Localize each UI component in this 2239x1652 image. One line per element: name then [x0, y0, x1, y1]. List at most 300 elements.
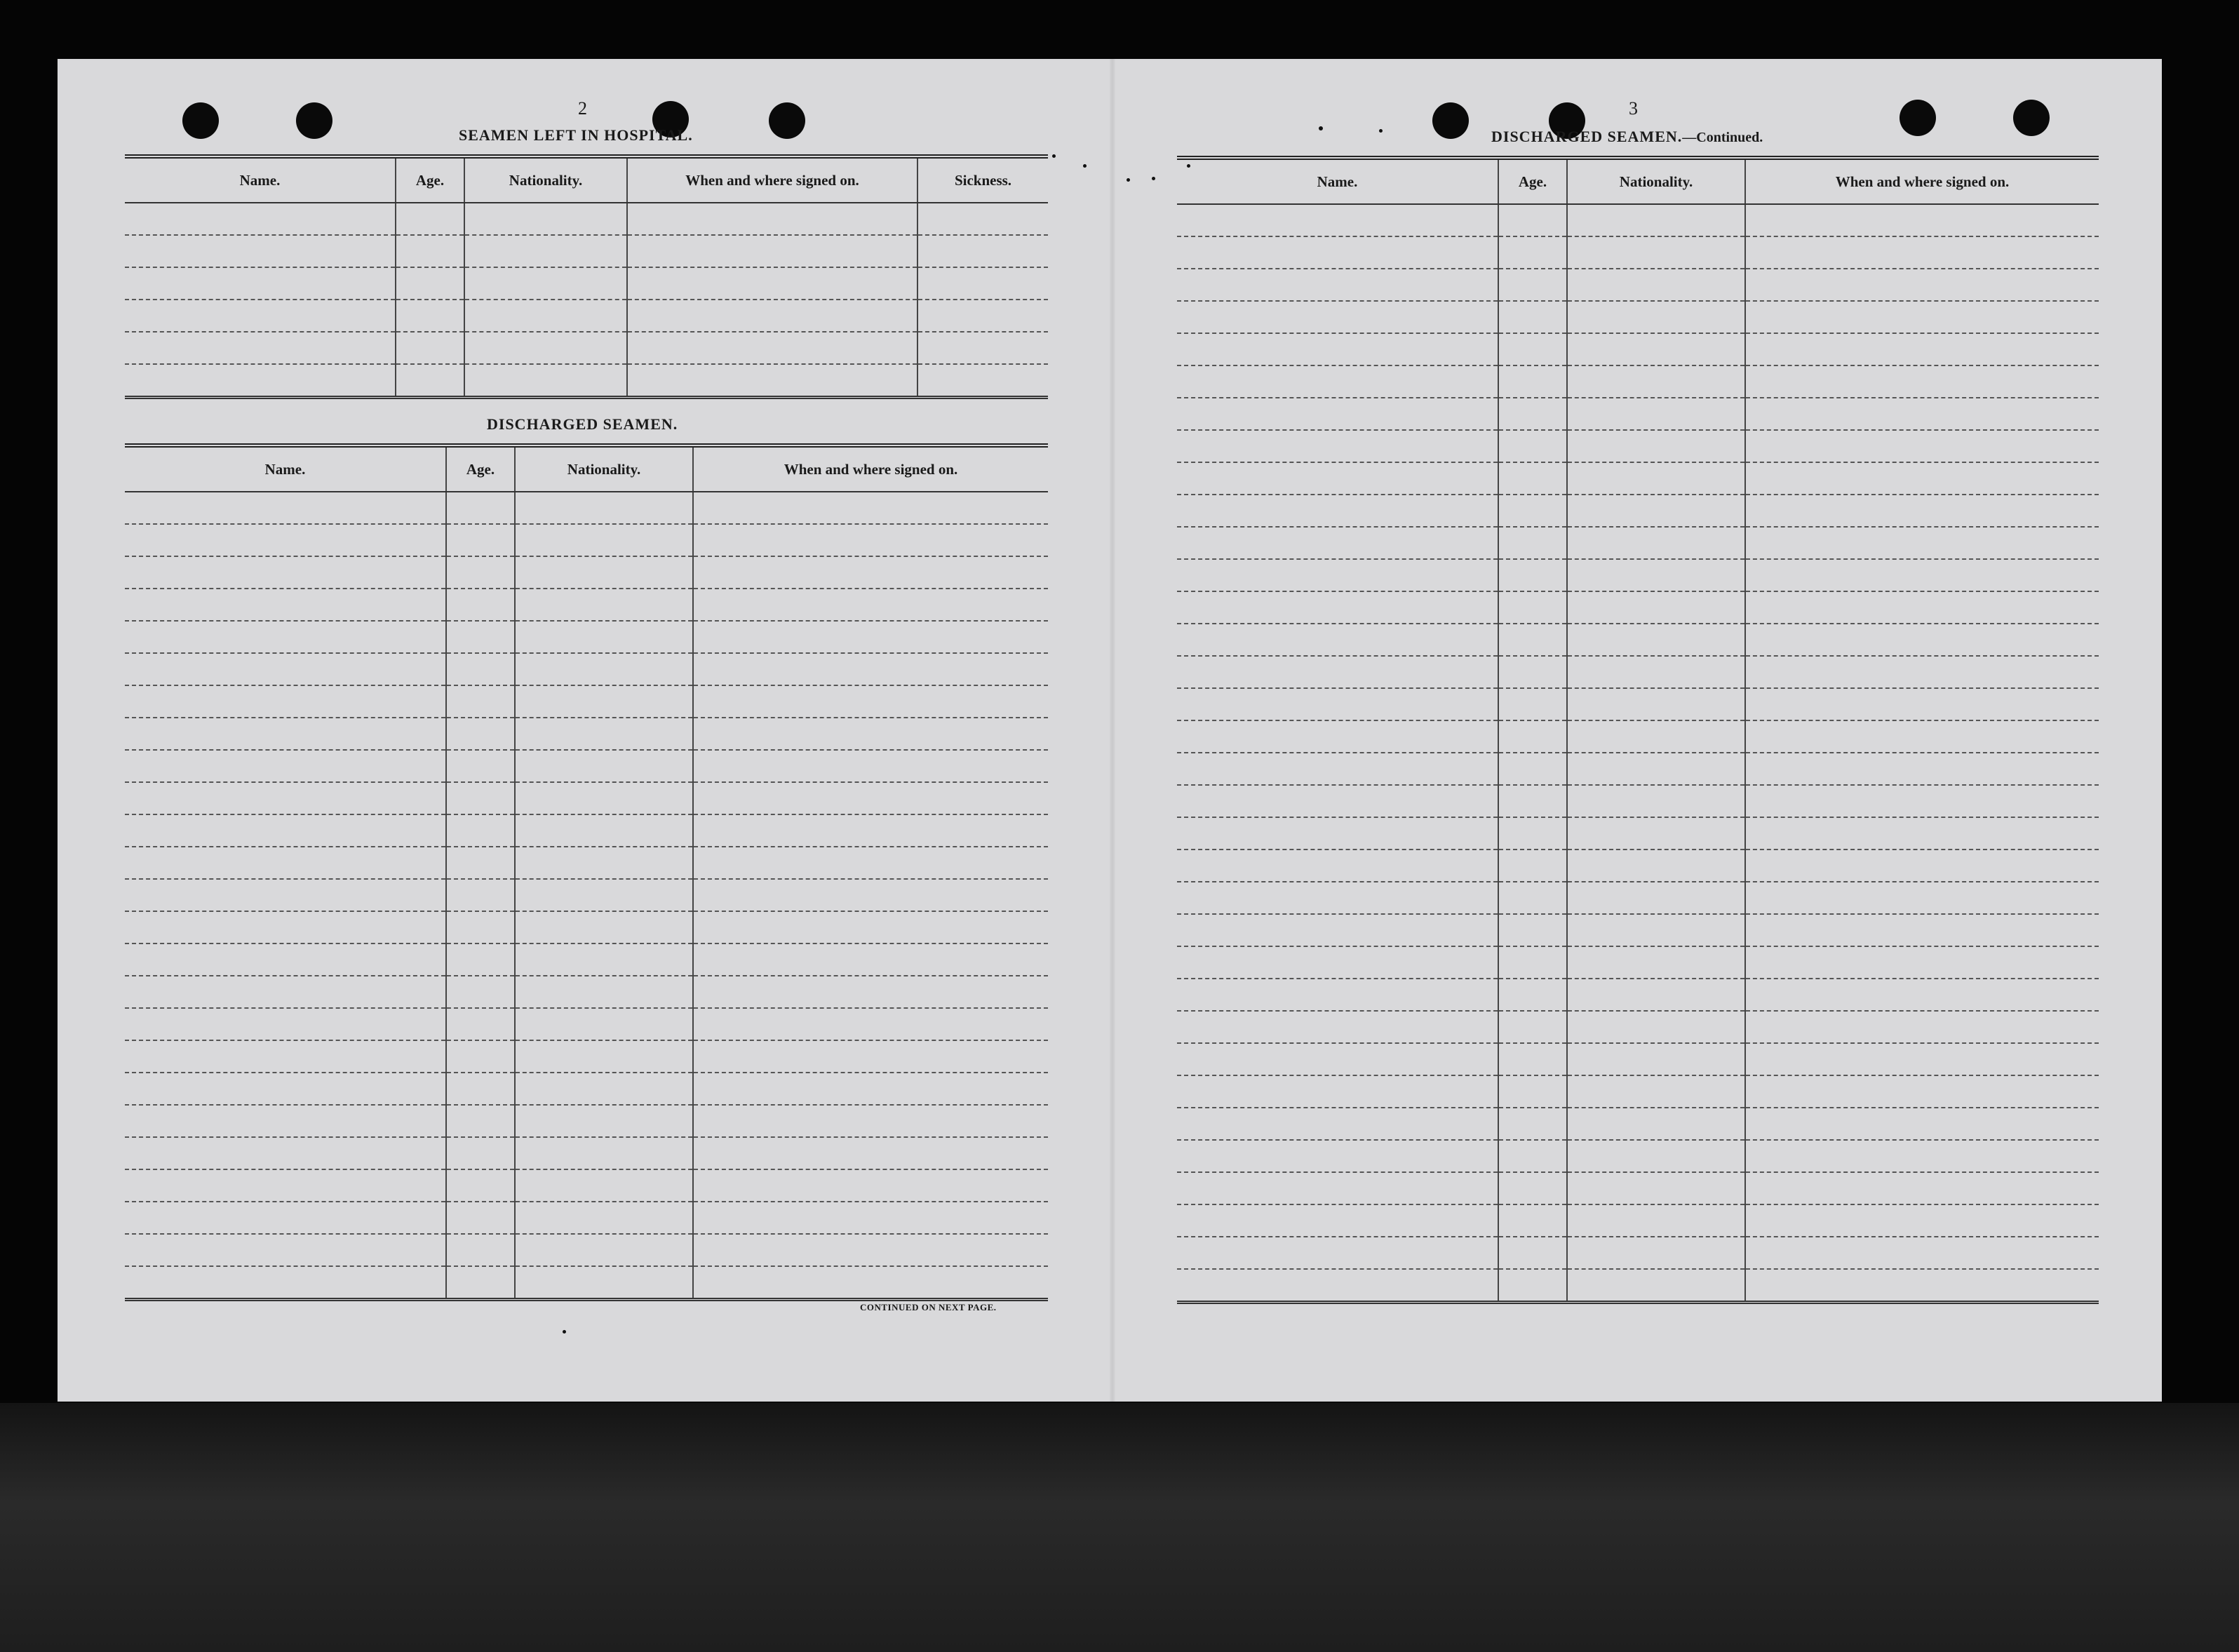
column-header-name: Name. [125, 445, 446, 492]
ledger-cell [1567, 1172, 1745, 1204]
ledger-cell [1498, 398, 1567, 430]
ledger-cell [1567, 882, 1745, 914]
ledger-row [125, 1137, 1048, 1169]
discharged-section-title: DISCHARGED SEAMEN. [487, 415, 678, 433]
ledger-row [125, 621, 1048, 653]
ledger-cell [693, 685, 1048, 718]
ledger-cell [446, 750, 515, 782]
ledger-row [1177, 914, 2099, 946]
ledger-cell [1745, 720, 2099, 753]
ledger-cell [1498, 785, 1567, 817]
ledger-row [125, 1169, 1048, 1202]
ledger-row [125, 1202, 1048, 1234]
ledger-cell [446, 1040, 515, 1073]
ledger-cell [464, 300, 627, 332]
ledger-cell [1745, 624, 2099, 656]
ledger-cell [1745, 1204, 2099, 1237]
ledger-row [1177, 656, 2099, 688]
ledger-cell [1177, 817, 1498, 849]
ledger-cell [693, 879, 1048, 911]
ledger-cell [1745, 495, 2099, 527]
ledger-cell [515, 879, 693, 911]
ledger-cell [1745, 236, 2099, 269]
ledger-cell [1567, 946, 1745, 979]
ledger-cell [125, 911, 446, 943]
ledger-cell [125, 879, 446, 911]
ledger-row [125, 943, 1048, 976]
ledger-cell [1177, 1011, 1498, 1043]
ledger-cell [446, 621, 515, 653]
ledger-cell [1498, 688, 1567, 720]
ledger-cell [1177, 591, 1498, 624]
ledger-cell [125, 1234, 446, 1266]
ledger-cell [1177, 656, 1498, 688]
ledger-cell [125, 1073, 446, 1105]
ledger-row [1177, 1269, 2099, 1303]
ledger-cell [627, 203, 917, 235]
ledger-cell [1498, 946, 1567, 979]
ledger-cell [1745, 462, 2099, 495]
ledger-row [125, 976, 1048, 1008]
ledger-cell [1498, 333, 1567, 365]
ledger-cell [464, 332, 627, 364]
ledger-cell [125, 300, 396, 332]
ledger-cell [1745, 914, 2099, 946]
ledger-cell [1177, 333, 1498, 365]
continued-suffix: —Continued. [1682, 130, 1763, 145]
page-number-left: 2 [578, 98, 587, 119]
ledger-cell [1745, 753, 2099, 785]
dust-speck [1127, 178, 1130, 182]
column-header-nationality: Nationality. [515, 445, 693, 492]
ledger-row [125, 879, 1048, 911]
ledger-cell [515, 943, 693, 976]
ledger-cell [1567, 849, 1745, 882]
column-header-signed-on: When and where signed on. [1745, 158, 2099, 204]
ledger-cell [1498, 1140, 1567, 1172]
ledger-cell [1567, 495, 1745, 527]
ledger-cell [917, 203, 1048, 235]
continued-note: CONTINUED ON NEXT PAGE. [860, 1302, 997, 1312]
ledger-cell [693, 943, 1048, 976]
ledger-cell [1567, 204, 1745, 236]
ledger-cell [125, 556, 446, 589]
ledger-cell [693, 621, 1048, 653]
ledger-row [125, 718, 1048, 750]
ledger-row [1177, 301, 2099, 333]
ledger-cell [1567, 333, 1745, 365]
ledger-row [1177, 430, 2099, 462]
ledger-cell [446, 847, 515, 879]
scanner-bed [0, 1403, 2239, 1652]
ledger-cell [125, 267, 396, 300]
ledger-cell [446, 976, 515, 1008]
ledger-cell [1177, 1172, 1498, 1204]
ledger-cell [515, 492, 693, 524]
ledger-row [125, 653, 1048, 685]
ledger-cell [515, 1008, 693, 1040]
ledger-cell [515, 782, 693, 814]
ledger-cell [1745, 398, 2099, 430]
ledger-row [1177, 1140, 2099, 1172]
punch-hole [2013, 100, 2050, 136]
discharged-table [125, 443, 1048, 1301]
ledger-cell [1567, 753, 1745, 785]
ledger-cell [125, 235, 396, 267]
ledger-cell [1567, 1011, 1745, 1043]
ledger-cell [1177, 1237, 1498, 1269]
ledger-cell [1745, 1269, 2099, 1303]
ledger-row [125, 1266, 1048, 1300]
ledger-row [1177, 1237, 2099, 1269]
ledger-cell [693, 976, 1048, 1008]
ledger-cell [396, 203, 464, 235]
ledger-row [125, 589, 1048, 621]
ledger-cell [1567, 1204, 1745, 1237]
ledger-cell [693, 1202, 1048, 1234]
ledger-cell [693, 1008, 1048, 1040]
ledger-row [1177, 882, 2099, 914]
ledger-cell [1498, 624, 1567, 656]
ledger-cell [125, 685, 446, 718]
ledger-cell [396, 364, 464, 398]
ledger-cell [446, 1137, 515, 1169]
ledger-cell [1745, 1172, 2099, 1204]
column-header-nationality: Nationality. [464, 156, 627, 203]
ledger-cell [1498, 527, 1567, 559]
continued-title-text: DISCHARGED SEAMEN. [1491, 128, 1683, 145]
ledger-cell [125, 1008, 446, 1040]
ledger-cell [693, 1073, 1048, 1105]
ledger-cell [1567, 656, 1745, 688]
ledger-cell [464, 364, 627, 398]
ledger-cell [125, 750, 446, 782]
ledger-row [125, 1073, 1048, 1105]
ledger-cell [446, 782, 515, 814]
ledger-cell [917, 364, 1048, 398]
ledger-cell [125, 364, 396, 398]
punch-hole [296, 102, 332, 139]
ledger-row [1177, 1172, 2099, 1204]
ledger-row [125, 911, 1048, 943]
ledger-cell [446, 685, 515, 718]
ledger-cell [1745, 559, 2099, 591]
ledger-row [1177, 1011, 2099, 1043]
ledger-cell [917, 332, 1048, 364]
ledger-row [1177, 559, 2099, 591]
dust-speck [1319, 126, 1323, 130]
ledger-cell [693, 589, 1048, 621]
ledger-row [125, 524, 1048, 556]
ledger-cell [515, 653, 693, 685]
ledger-cell [1745, 1011, 2099, 1043]
ledger-cell [125, 332, 396, 364]
ledger-cell [1567, 914, 1745, 946]
ledger-cell [1567, 688, 1745, 720]
ledger-row [125, 782, 1048, 814]
ledger-cell [1498, 495, 1567, 527]
ledger-cell [1567, 398, 1745, 430]
ledger-cell [1498, 1043, 1567, 1075]
ledger-cell [1177, 269, 1498, 301]
ledger-row [125, 332, 1048, 364]
ledger-cell [1177, 946, 1498, 979]
ledger-spread [58, 59, 2162, 1402]
ledger-cell [125, 718, 446, 750]
ledger-cell [1567, 785, 1745, 817]
ledger-cell [1745, 1108, 2099, 1140]
punch-hole [1432, 102, 1469, 139]
ledger-cell [693, 1169, 1048, 1202]
ledger-row [125, 1234, 1048, 1266]
ledger-cell [515, 911, 693, 943]
ledger-cell [1745, 1043, 2099, 1075]
ledger-row [125, 814, 1048, 847]
ledger-cell [1498, 1075, 1567, 1108]
ledger-cell [1498, 269, 1567, 301]
ledger-cell [693, 1266, 1048, 1300]
ledger-cell [515, 1137, 693, 1169]
ledger-row [1177, 849, 2099, 882]
ledger-cell [515, 1202, 693, 1234]
ledger-cell [1567, 1043, 1745, 1075]
ledger-row [1177, 1043, 2099, 1075]
ledger-cell [1177, 1108, 1498, 1140]
column-header-age: Age. [1498, 158, 1567, 204]
ledger-row [1177, 720, 2099, 753]
ledger-cell [1745, 979, 2099, 1011]
dust-speck [1052, 154, 1056, 158]
ledger-row [125, 364, 1048, 398]
column-header-signed-on: When and where signed on. [693, 445, 1048, 492]
ledger-cell [1745, 591, 2099, 624]
ledger-cell [1177, 204, 1498, 236]
ledger-cell [1177, 236, 1498, 269]
ledger-cell [515, 556, 693, 589]
ledger-cell [1567, 236, 1745, 269]
ledger-row [125, 750, 1048, 782]
ledger-cell [446, 653, 515, 685]
ledger-cell [464, 235, 627, 267]
ledger-cell [627, 300, 917, 332]
ledger-cell [693, 782, 1048, 814]
ledger-cell [1177, 1043, 1498, 1075]
ledger-cell [1498, 1172, 1567, 1204]
ledger-cell [693, 1137, 1048, 1169]
ledger-cell [1567, 624, 1745, 656]
ledger-cell [1498, 559, 1567, 591]
ledger-cell [917, 300, 1048, 332]
ledger-row [125, 1105, 1048, 1137]
ledger-row [1177, 236, 2099, 269]
ledger-cell [1177, 753, 1498, 785]
ledger-cell [515, 1073, 693, 1105]
ledger-cell [627, 235, 917, 267]
ledger-row [1177, 624, 2099, 656]
ledger-row [1177, 979, 2099, 1011]
ledger-cell [693, 847, 1048, 879]
ledger-cell [446, 718, 515, 750]
ledger-cell [125, 1105, 446, 1137]
ledger-cell [693, 911, 1048, 943]
ledger-cell [1498, 720, 1567, 753]
ledger-cell [693, 524, 1048, 556]
ledger-row [1177, 688, 2099, 720]
ledger-cell [1498, 1269, 1567, 1303]
ledger-cell [446, 556, 515, 589]
ledger-cell [125, 1169, 446, 1202]
column-header-nationality: Nationality. [1567, 158, 1745, 204]
ledger-cell [125, 1040, 446, 1073]
punch-hole [769, 102, 805, 139]
ledger-cell [1567, 301, 1745, 333]
ledger-cell [515, 524, 693, 556]
ledger-cell [1498, 882, 1567, 914]
ledger-cell [1567, 720, 1745, 753]
ledger-cell [1498, 462, 1567, 495]
ledger-cell [125, 976, 446, 1008]
ledger-cell [1567, 430, 1745, 462]
ledger-cell [125, 814, 446, 847]
dust-speck [1083, 164, 1087, 168]
ledger-cell [1177, 1269, 1498, 1303]
ledger-cell [1177, 914, 1498, 946]
ledger-row [125, 235, 1048, 267]
ledger-row [1177, 527, 2099, 559]
ledger-cell [693, 1040, 1048, 1073]
ledger-row [1177, 785, 2099, 817]
ledger-cell [1177, 365, 1498, 398]
ledger-cell [693, 556, 1048, 589]
ledger-cell [1567, 1237, 1745, 1269]
ledger-cell [1498, 753, 1567, 785]
ledger-cell [446, 1073, 515, 1105]
ledger-cell [693, 750, 1048, 782]
ledger-cell [1177, 1204, 1498, 1237]
ledger-cell [1745, 333, 2099, 365]
ledger-cell [693, 1234, 1048, 1266]
ledger-cell [446, 589, 515, 621]
ledger-cell [1745, 849, 2099, 882]
ledger-cell [125, 524, 446, 556]
ledger-row [1177, 817, 2099, 849]
ledger-cell [1498, 204, 1567, 236]
ledger-cell [515, 847, 693, 879]
ledger-row [1177, 398, 2099, 430]
dust-speck [563, 1330, 566, 1334]
ledger-cell [446, 492, 515, 524]
ledger-cell [125, 492, 446, 524]
ledger-cell [515, 589, 693, 621]
ledger-cell [125, 589, 446, 621]
ledger-cell [125, 653, 446, 685]
ledger-cell [125, 1266, 446, 1300]
ledger-cell [125, 621, 446, 653]
punch-hole [1900, 100, 1936, 136]
ledger-cell [1177, 785, 1498, 817]
ledger-cell [1177, 559, 1498, 591]
ledger-cell [1567, 1108, 1745, 1140]
ledger-cell [627, 364, 917, 398]
ledger-cell [1745, 365, 2099, 398]
column-header-sickness: Sickness. [917, 156, 1048, 203]
punch-hole [182, 102, 219, 139]
ledger-cell [693, 653, 1048, 685]
ledger-row [125, 1040, 1048, 1073]
ledger-cell [125, 943, 446, 976]
ledger-cell [446, 1234, 515, 1266]
hospital-table [125, 154, 1048, 399]
ledger-cell [1498, 365, 1567, 398]
ledger-cell [1567, 462, 1745, 495]
ledger-cell [1498, 1108, 1567, 1140]
ledger-row [1177, 269, 2099, 301]
ledger-cell [125, 782, 446, 814]
ledger-cell [1567, 527, 1745, 559]
ledger-cell [446, 524, 515, 556]
ledger-row [125, 300, 1048, 332]
column-header-age: Age. [446, 445, 515, 492]
ledger-cell [1498, 1011, 1567, 1043]
ledger-row [1177, 495, 2099, 527]
ledger-cell [1745, 817, 2099, 849]
ledger-cell [515, 685, 693, 718]
ledger-cell [1745, 785, 2099, 817]
continued-section-title [1491, 128, 1763, 146]
ledger-cell [1745, 204, 2099, 236]
ledger-cell [464, 267, 627, 300]
column-header-name: Name. [125, 156, 396, 203]
ledger-row [125, 685, 1048, 718]
ledger-cell [446, 1202, 515, 1234]
ledger-cell [515, 976, 693, 1008]
ledger-cell [125, 847, 446, 879]
column-header-signed-on: When and where signed on. [627, 156, 917, 203]
ledger-cell [396, 332, 464, 364]
ledger-cell [1745, 1140, 2099, 1172]
ledger-cell [1498, 1237, 1567, 1269]
ledger-row [125, 203, 1048, 235]
ledger-cell [693, 814, 1048, 847]
ledger-cell [627, 267, 917, 300]
ledger-cell [515, 1040, 693, 1073]
ledger-cell [1745, 946, 2099, 979]
ledger-cell [693, 1105, 1048, 1137]
ledger-cell [515, 750, 693, 782]
ledger-cell [396, 300, 464, 332]
ledger-cell [464, 203, 627, 235]
ledger-cell [396, 235, 464, 267]
ledger-row [1177, 1204, 2099, 1237]
dust-speck [1152, 177, 1155, 180]
ledger-cell [1745, 882, 2099, 914]
discharged-continued-table [1177, 156, 2099, 1304]
ledger-row [1177, 1075, 2099, 1108]
ledger-cell [1745, 688, 2099, 720]
center-fold [1110, 59, 1115, 1402]
ledger-row [1177, 946, 2099, 979]
ledger-cell [1177, 495, 1498, 527]
ledger-cell [1567, 591, 1745, 624]
ledger-cell [1567, 269, 1745, 301]
ledger-cell [1177, 462, 1498, 495]
ledger-cell [1498, 849, 1567, 882]
ledger-cell [1177, 527, 1498, 559]
ledger-cell [627, 332, 917, 364]
ledger-cell [515, 621, 693, 653]
ledger-cell [446, 1105, 515, 1137]
ledger-cell [446, 911, 515, 943]
